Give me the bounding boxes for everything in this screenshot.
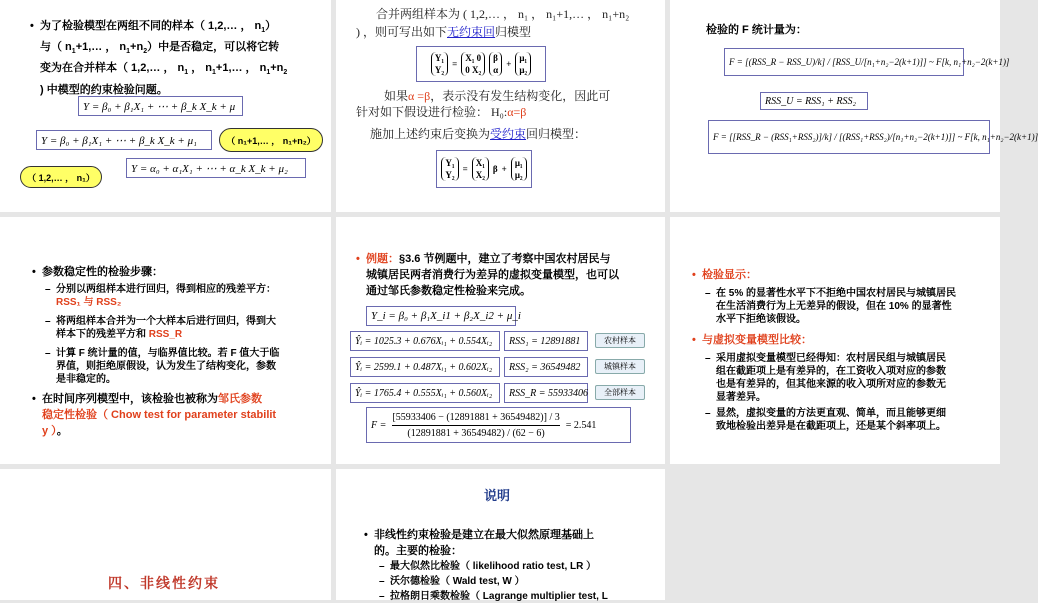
s3-f-stat-1: F = [(RSS_R − RSS_U)/k] / [RSS_U/[n₁+n₂−2(k+1)]] ~ F[k, n₁+n₂−2(k+1)] [724, 48, 964, 76]
s8-title: 说明 [484, 488, 511, 503]
s4-bullet-1: • 参数稳定性的检验步骤： [32, 266, 163, 278]
s2-restricted-link: 受约束 [490, 127, 527, 141]
s2-mat2-m: μ₁ μ₂ [511, 157, 527, 181]
slide-5[interactable] [336, 217, 665, 464]
s5-f-value: = 2.541 [565, 419, 597, 431]
s1-bullet: • 为了检验模型在两组不同的样本（ 1,2,… ， $n_1$） 与（ $n_1+1,\dots$ ， $n_1+n_2$）中是否稳定，可以将它转 变为在合并样本（ 1,2,… ， $n_1$ ， $n_1+1,\dots$ ， $n_1+n_2$ ) 中模型的约束检验问题。 [30, 20, 288, 96]
slide-1[interactable] [0, 0, 331, 212]
s2-mat2-y: Y₁ Y₂ [441, 157, 458, 181]
s4-sub-1: – 分别以两组样本进行回归，得到相应的残差平方： RSS₁ 与 RSS₂ [45, 284, 276, 308]
s5-rss-rural: RSS₁ = 12891881 [504, 331, 588, 351]
s2-mat1-x: X₁ 0 0 X₂ [461, 52, 485, 76]
s2-unrestricted-link: 无约束回 [447, 25, 496, 39]
slide-9-empty [670, 469, 1000, 600]
s6-bullet-2: • 与虚拟变量模型比较： [692, 334, 812, 346]
s7-heading: 四、非线性约束 [108, 575, 220, 591]
slide-6[interactable] [670, 217, 1000, 464]
s1-eq-right: Y = α₀ + α₁X₁ + ⋯ + α_k X_k + μ₂ [126, 158, 306, 178]
s1-bubble-right: （ n₁+1,… ， n₁+n₂） [219, 128, 323, 152]
s2-mat1-m: μ₁ μ₂ [515, 52, 531, 76]
s8-sub-lm: – 拉格朗日乘数检验（ Lagrange multiplier test, L [379, 591, 608, 602]
s6-bullet-1: • 检验显示： [692, 269, 757, 281]
s2-matrix-unrestricted: Y₁ Y₂ = X₁ 0 0 X₂ β α + μ₁ μ₂ [416, 46, 546, 82]
s2-matrix-restricted: Y₁ Y₂ = X₁ X₂ β + μ₁ μ₂ [436, 150, 532, 188]
s1-eq-main: Y = β₀ + β₁X₁ + ⋯ + β_k X_k + μ [78, 96, 243, 116]
s2-line3: 如果α =β，表示没有发生结构变化，因此可 [384, 89, 611, 103]
s2-mat1-y: Y₁ Y₂ [431, 52, 448, 76]
s5-f-denominator: (12891881 + 36549482) / (62 − 6) [407, 427, 545, 439]
s6-sub-1: – 在 5% 的显著性水平下不拒绝中国农村居民与城镇居民 在生活消费行为上无差异的假设，但在 10% 的显著性 水平下拒绝该假设。 [705, 288, 957, 325]
s2-line4: 针对如下假设进行检验： H₀:α=β [356, 105, 527, 119]
s5-rss-urban: RSS₂ = 36549482 [504, 357, 588, 377]
slide-4[interactable] [0, 217, 331, 464]
s5-eq-rural: Ŷᵢ = 1025.3 + 0.676Xᵢ₁ + 0.554Xᵢ₂ [350, 331, 500, 351]
s6-sub-3: – 显然，虚拟变量的方法更直观、简单，而且能够更细 致地检验出差异是在截距项上，还是某个斜率项上。 [705, 408, 946, 432]
s5-model: Y_i = β₀ + β₁X_i1 + β₂X_i2 + μ_i [366, 306, 516, 326]
s5-tag-rural: 农村样本 [595, 333, 645, 348]
s5-f-calc: F = $\frac{[55933406 - (12891881 + 36549482)] / 3}{(12891881 + 36549482) / (62 - 6)}$ = 2.541 [366, 407, 631, 443]
s5-f-numerator: [55933406 − (12891881 + 36549482)] / 3 [392, 410, 559, 426]
s5-tag-urban: 城镇样本 [595, 359, 645, 374]
slide-3[interactable] [670, 0, 1038, 212]
s2-mat1-b: β α [489, 52, 502, 76]
s4-sub-2: – 将两组样本合并为一个大样本后进行回归，得到大 样本下的残差平方和 RSS_R [45, 316, 276, 340]
s4-bullet-2: • 在时间序列模型中，该检验也被称为邹氏参数 稳定性检验（ Chow test for parameter stabilit y ）。 [32, 393, 277, 437]
s3-rss-u: RSS_U = RSS₁ + RSS₂ [760, 92, 868, 110]
s5-tag-all: 全部样本 [595, 385, 645, 400]
s2-line2: ) ，则可写出如下无约束回归模型 [356, 25, 532, 39]
s1-eq-left: Y = β₀ + β₁X₁ + ⋯ + β_k X_k + μ₁ [36, 130, 212, 150]
s8-sub-lr: – 最大似然比检验（ likelihood ratio test, LR ） [379, 561, 597, 572]
s5-rss-all: RSS_R = 55933406 [504, 383, 588, 403]
s2-line1: 合并两组样本为 ( 1,2,… ， n₁ ， n₁+1,… ， n₁+n₂ [376, 7, 630, 21]
slide-2[interactable] [336, 0, 665, 212]
s3-title: 检验的 F 统计量为： [706, 24, 807, 36]
s3-f-stat-2: F = [[RSS_R − (RSS₁+RSS₂)]/k] / [(RSS₁+RSS₂)/[n₁+n₂−2(k+1)]] ~ F[k, n₁+n₂−2(k+1)] [708, 120, 990, 154]
s5-eq-urban: Ŷᵢ = 2599.1 + 0.487Xᵢ₁ + 0.602Xᵢ₂ [350, 357, 500, 377]
s5-example: • 例题：§3.6 节例题中，建立了考察中国农村居民与 城镇居民两者消费行为差异的虚拟变量模型，也可以 通过邹氏参数稳定性检验来完成。 [356, 253, 619, 297]
s2-line5: 施加上述约束后变换为受约束回归模型： [370, 127, 587, 141]
slide-8[interactable] [336, 469, 665, 600]
s8-bullet: • 非线性约束检验是建立在最大似然原理基础上 的。主要的检验： [364, 529, 594, 557]
s8-sub-wald: – 沃尔德检验（ Wald test, W ） [379, 576, 525, 587]
s6-sub-2: – 采用虚拟变量模型已经得知：农村居民组与城镇居民 组在截距项上是有差异的，在工资收入项对应的参数 也是有差异的，但其他来源的收入项所对应的参数无 显著差异。 [705, 353, 946, 403]
slide-7[interactable] [0, 469, 331, 600]
s2-mat2-x: X₁ X₂ [472, 157, 489, 181]
s5-eq-all: Ŷᵢ = 1765.4 + 0.555Xᵢ₁ + 0.560Xᵢ₂ [350, 383, 500, 403]
s4-sub-3: – 计算 F 统计量的值，与临界值比较。若 F 值大于临 界值，则拒绝原假设，认为发生了结构变化，参数 是非稳定的。 [45, 348, 280, 385]
s1-bubble-left: （ 1,2,… ， n₁） [20, 166, 102, 188]
